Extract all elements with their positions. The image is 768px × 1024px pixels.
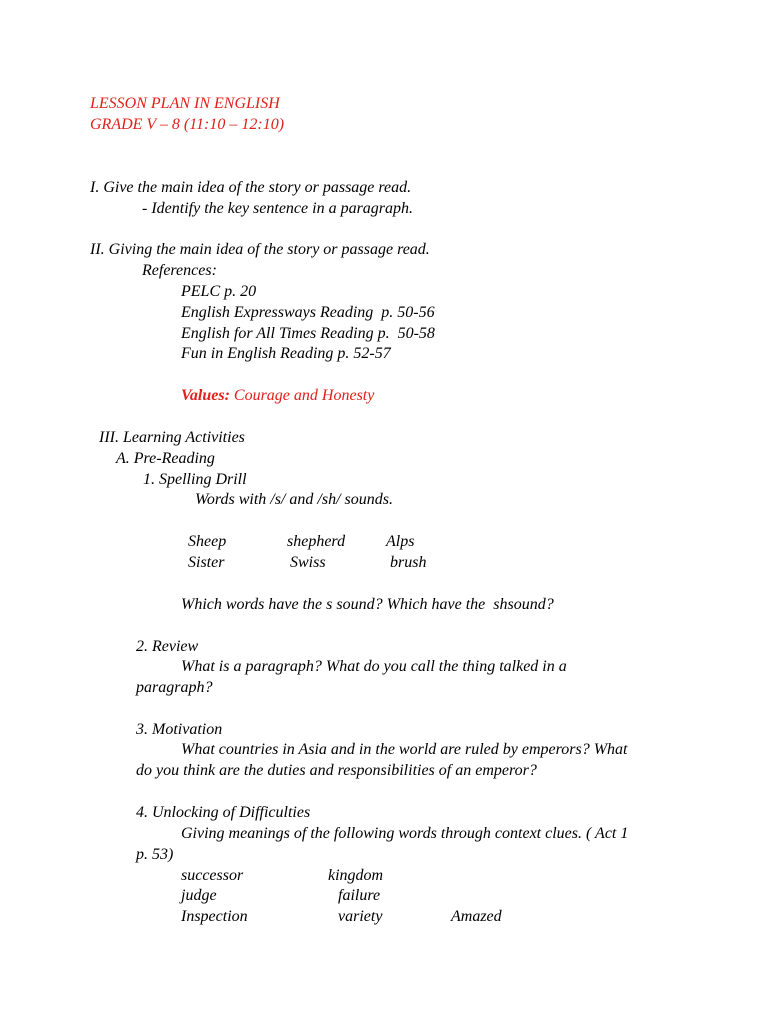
pre-reading-heading: A. Pre-Reading [116,450,215,467]
review-text: paragraph? [136,679,213,696]
review-heading: 2. Review [136,638,199,655]
spelling-instruction: Words with /s/ and /sh/ sounds. [195,491,393,508]
objective-subpoint: - Identify the key sentence in a paragraph. [142,200,414,217]
reference-item: Fun in English Reading p. 52-57 [181,345,391,362]
spelling-word: Alps [386,533,415,550]
spelling-word: Swiss [290,554,326,571]
lesson-title: LESSON PLAN IN ENGLISH [90,95,280,112]
motivation-heading: 3. Motivation [136,721,223,738]
vocabulary-word: successor [181,867,244,884]
references-label: References: [142,262,217,279]
subject-matter-heading: II. Giving the main idea of the story or passage read. [90,241,430,258]
spelling-drill-heading: 1. Spelling Drill [143,471,247,488]
vocabulary-word: judge [181,887,217,904]
vocabulary-word: kingdom [328,867,384,884]
values-label: Values: [181,387,230,404]
vocabulary-word: failure [338,887,381,904]
reference-item: PELC p. 20 [181,283,257,300]
activities-heading: III. Learning Activities [99,429,245,446]
unlocking-heading: 4. Unlocking of Difficulties [136,804,311,821]
grade-line: GRADE V – 8 (11:10 – 12:10) [90,116,285,133]
spelling-word: Sheep [188,533,227,550]
spelling-word: shepherd [287,533,346,550]
motivation-text: What countries in Asia and in the world are ruled by emperors? What [181,741,628,758]
values-text: Courage and Honesty [229,387,375,404]
reference-item: English Expressways Reading p. 50-56 [181,304,435,321]
vocabulary-word: variety [338,908,383,925]
unlocking-instruction: p. 53) [136,846,174,863]
review-text: What is a paragraph? What do you call the thing talked in a [181,658,567,675]
spelling-question: Which words have the s sound? Which have the shsound? [181,596,554,613]
vocabulary-word: Amazed [451,908,502,925]
spelling-word: Sister [188,554,225,571]
motivation-text: do you think are the duties and responsibilities of an emperor? [136,762,537,779]
spelling-word: brush [390,554,427,571]
unlocking-instruction: Giving meanings of the following words through context clues. ( Act 1 [181,825,629,842]
vocabulary-word: Inspection [181,908,248,925]
reference-item: English for All Times Reading p. 50-58 [181,325,435,342]
objective-heading: I. Give the main idea of the story or passage read. [90,179,412,196]
values-line [181,386,374,406]
